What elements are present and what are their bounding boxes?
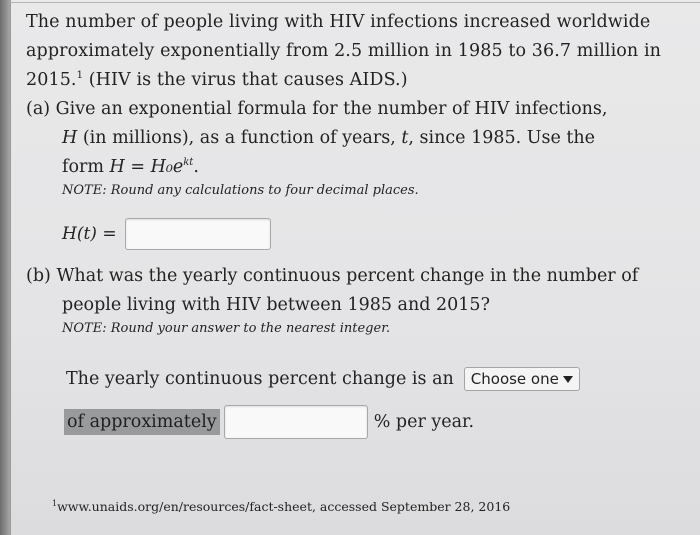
part-b-note: NOTE: Round your answer to the nearest integer. (62, 321, 391, 336)
form-suffix: . (193, 157, 199, 177)
footnote-source: www.unaids.org/en/resources/fact-sheet, accessed September 28, 2016 (57, 499, 511, 514)
form-prefix: form (62, 157, 110, 177)
part-a-text-1: Give an exponential formula for the number of HIV infections, (55, 99, 608, 119)
part-a-line-2 (26, 124, 686, 153)
left-shadow (0, 0, 10, 535)
problem-content (26, 8, 686, 200)
increase-decrease-select[interactable] (464, 367, 580, 391)
top-border (10, 2, 700, 3)
left-border (10, 0, 11, 535)
percent-suffix: % per year. (373, 412, 475, 432)
answer-row-a (62, 218, 271, 250)
sentence-start: The yearly continuous percent change is an (66, 369, 454, 389)
approx-row (64, 405, 474, 439)
intro-sentence: The number of people living with HIV infections increased worldwide approximately exponentially from 2.5 million in 1985 to 36.7 million in 2015. (26, 12, 662, 90)
part-b-label: (b) (26, 266, 51, 286)
part-a (26, 95, 686, 200)
part-b-question-2: people living with HIV between 1985 and 2015? (62, 295, 490, 315)
percent-input[interactable] (224, 405, 368, 439)
part-b-question-1: What was the yearly continuous percent change in the number of (56, 266, 639, 286)
footnote-mark: 1 (76, 70, 84, 81)
footnote (52, 499, 510, 514)
dropdown-triangle-icon (563, 376, 573, 383)
part-a-line-1 (26, 95, 686, 124)
approx-label: of approximately (64, 409, 220, 435)
part-a-text-3: , since 1985. Use the (408, 128, 596, 148)
percent-change-sentence (66, 367, 580, 391)
part-a-label: (a) (26, 99, 51, 119)
var-t: t (401, 128, 409, 148)
footnote-number: 1 (52, 499, 58, 508)
var-h: H (62, 128, 78, 148)
part-a-text-2: (in millions), as a function of years, (77, 128, 402, 148)
part-a-line-3 (26, 153, 686, 182)
part-b (26, 262, 686, 338)
form-formula: H = H₀e (109, 157, 184, 177)
part-a-note: NOTE: Round any calculations to four decimal places. (62, 183, 419, 198)
formula-input[interactable] (125, 218, 271, 250)
intro-parenthetical: (HIV is the virus that causes AIDS.) (83, 70, 408, 90)
form-exponent: kt (183, 157, 194, 168)
select-value: Choose one (470, 370, 559, 388)
intro-paragraph (26, 8, 686, 95)
answer-a-label: H(t) = (62, 224, 117, 244)
part-b-line-1 (26, 262, 686, 291)
